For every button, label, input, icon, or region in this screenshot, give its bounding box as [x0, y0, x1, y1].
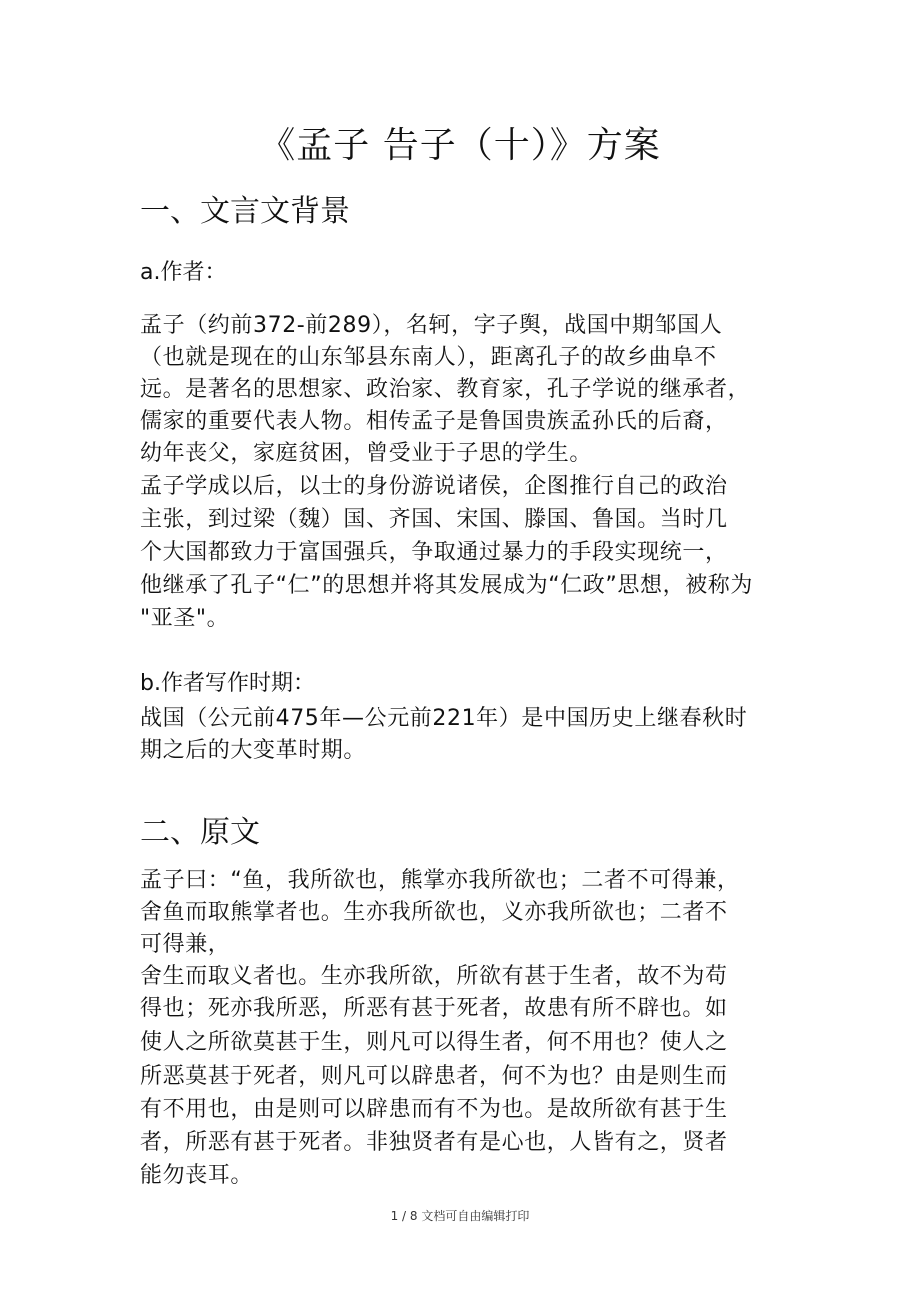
text-line: 所恶莫甚于死者，则凡可以辟患者，何不为也？由是则生而 — [140, 1064, 728, 1089]
text-line: 可得兼， — [140, 932, 231, 957]
text-line: 孟子曰：“鱼，我所欲也，熊掌亦我所欲也；二者不可得兼， — [140, 868, 740, 893]
text-line: 儒家的重要代表人物。相传孟子是鲁国贵族孟孙氏的后裔， — [140, 409, 728, 434]
subheading-author: a.作者： — [140, 260, 227, 285]
text-line: 孟子学成以后，以士的身份游说诸侯，企图推行自己的政治 — [140, 474, 728, 499]
text-line: 幼年丧父，家庭贫困，曾受业于子思的学生。 — [140, 441, 593, 466]
text-line: 他继承了孔子“仁”的思想并将其发展成为“仁政”思想，被称为 — [140, 573, 753, 598]
text-line: 远。是著名的思想家、政治家、教育家，孔子学说的继承者， — [140, 377, 751, 402]
page-footer: 1 / 8 文档可自由编辑打印 — [390, 1209, 530, 1223]
text-line: 孟子（约前372-前289），名轲，字子舆，战国中期邹国人 — [140, 313, 723, 338]
subheading-period: b.作者写作时期： — [140, 671, 315, 696]
text-line: 得也；死亦我所恶，所恶有甚于死者，故患有所不辟也。如 — [140, 996, 728, 1021]
text-line: 有不用也，由是则可以辟患而有不为也。是故所欲有甚于生 — [140, 1097, 728, 1122]
text-line: 主张，到过梁（魏）国、齐国、宋国、滕国、鲁国。当时几 — [140, 507, 728, 532]
text-line: 个大国都致力于富国强兵，争取通过暴力的手段实现统一， — [140, 540, 728, 565]
text-line: 能勿丧耳。 — [140, 1163, 254, 1188]
text-line: 期之后的大变革时期。 — [140, 738, 367, 763]
text-line: 舍鱼而取熊掌者也。生亦我所欲也，义亦我所欲也；二者不 — [140, 900, 728, 925]
document-title: 《孟子 告子（十）》方案 — [259, 125, 661, 166]
section-heading-original-text: 二、原文 — [140, 815, 260, 850]
text-line: 舍生而取义者也。生亦我所欲，所欲有甚于生者，故不为苟 — [140, 964, 728, 989]
text-line: 者，所恶有甚于死者。非独贤者有是心也，人皆有之，贤者 — [140, 1130, 728, 1155]
text-line: 使人之所欲莫甚于生，则凡可以得生者，何不用也？使人之 — [140, 1030, 728, 1055]
section-heading-background: 一、文言文背景 — [140, 194, 350, 229]
text-line: 战国（公元前475年—公元前221年）是中国历史上继春秋时 — [140, 706, 748, 731]
text-line: （也就是现在的山东邹县东南人），距离孔子的故乡曲阜不 — [140, 345, 717, 370]
text-line: "亚圣"。 — [140, 606, 230, 631]
